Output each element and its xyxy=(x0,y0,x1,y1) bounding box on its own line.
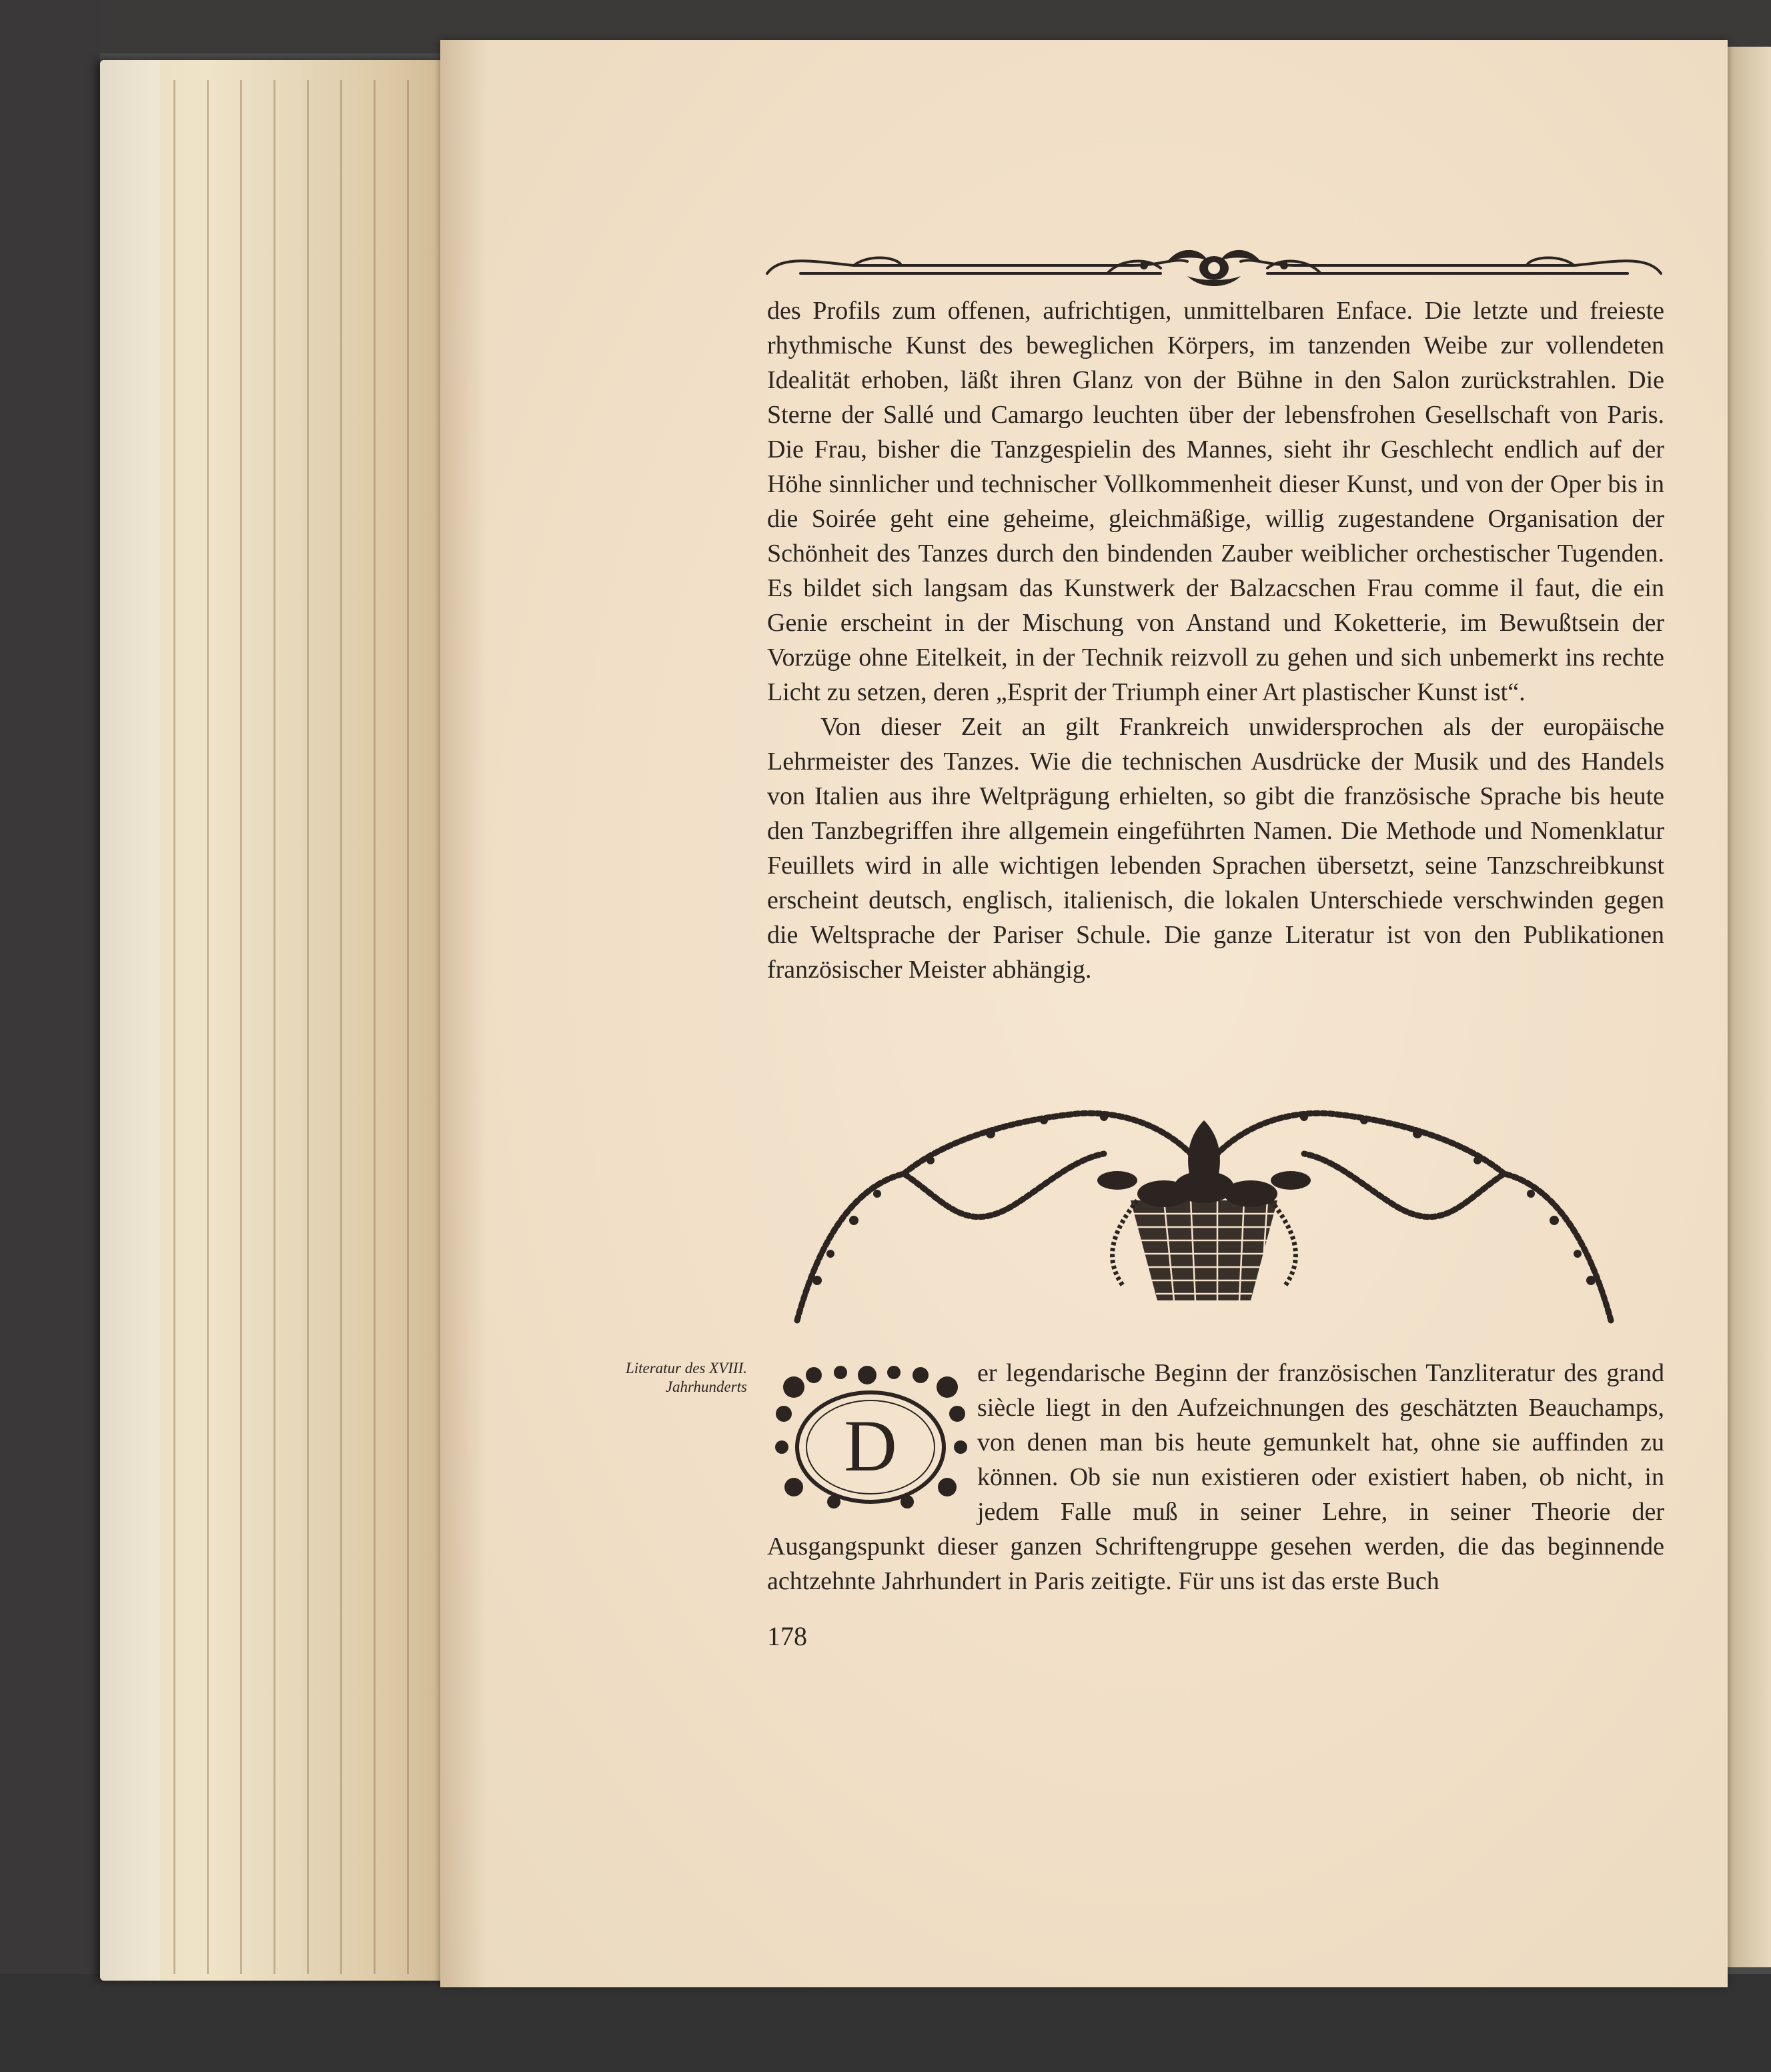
page-number: 178 xyxy=(767,1621,807,1651)
page-edge-line xyxy=(173,80,175,1974)
page-edge-line xyxy=(273,80,275,1974)
backdrop-bottom xyxy=(0,1974,1771,2072)
ornamental-header-rule xyxy=(760,241,1668,295)
page-gutter-shadow xyxy=(440,40,487,1987)
page-edge-line xyxy=(340,80,342,1974)
page-edge-line xyxy=(307,80,309,1974)
paragraph-3-text: er legendarische Beginn der französischen Tanzliteratur des grand siècle liegt in den Aufzeichnungen des geschätzten Beauchamps, von denen man bis heute gemunkelt hat, ohne sie auffinden zu können. Ob sie nun existieren oder existiert haben, ob nicht, in jedem Falle muß in seiner Lehre, in seiner Theorie der Ausgangspunkt dieser ganzen Schriftengruppe gesehen werden, die das beginnende achtzehnte Jahrhundert in Paris zeitigte. Für uns ist das erste Buch xyxy=(767,1359,1664,1595)
page-edge-line xyxy=(207,80,209,1974)
page-edge-line xyxy=(374,80,376,1974)
backdrop-left xyxy=(0,0,100,2072)
page-edge-line xyxy=(240,80,242,1974)
garland-basket-illustration xyxy=(790,1100,1618,1334)
initial-float-space xyxy=(767,1356,977,1499)
body-text xyxy=(767,293,1664,987)
page-edge-line xyxy=(407,80,409,1974)
marginal-note: Literatur des XVIII. Jahrhunderts xyxy=(625,1360,747,1395)
book-page-stack xyxy=(100,60,460,1981)
book-cover-edge xyxy=(100,60,160,1981)
paragraph-1: des Profils zum offenen, aufrichtigen, unmittelbaren Enface. Die letzte und freieste rhythmische Kunst des beweglichen Körpers, im tanzenden Weibe zur vollendeten Idealität erhoben, läßt ihren Glanz von der Bühne in den Salon zurückstrahlen. Die Sterne der Sallé und Camargo leuchten über der lebensfrohen Gesellschaft von Paris. Die Frau, bisher die Tanzgespielin des Mannes, sieht ihr Geschlecht endlich auf der Höhe sinnlicher und technischer Vollkommenheit dieser Kunst, und von der Oper bis in die Soirée geht eine geheime, gleichmäßige, willig zugestandene Organisation der Schönheit des Tanzes durch den bindenden Zauber weiblicher orchestischer Tugenden. Es bildet sich langsam das Kunstwerk der Balzacschen Frau comme il faut, die ein Genie erscheint in der Mischung von Anstand und Koketterie, im Bewußtsein der Vorzüge ohne Eitelkeit, in der Technik reizvoll zu gehen und sich unbemerkt ins rechte Licht zu setzen, deren „Esprit der Triumph einer Art plastischer Kunst ist“. xyxy=(767,297,1664,706)
paragraph-3 xyxy=(767,1356,1664,1599)
paragraph-2: Von dieser Zeit an gilt Frankreich unwidersprochen als der europäische Lehrmeister des Tanzes. Wie die technischen Ausdrücke der Musik und des Handels von Italien aus ihre Weltprägung erhielten, so gibt die französische Sprache bis heute den Tanzbegriffen ihre allgemein eingeführten Namen. Die Methode und Nomenklatur Feuillets wird in alle wichtigen lebenden Sprachen übersetzt, seine Tanzschreibkunst erscheint deutsch, englisch, italienisch, die lokalen Unterschiede verschwinden gegen die Weltsprache der Pariser Schule. Die ganze Literatur ist von den Publikationen französischer Meister abhängig. xyxy=(767,713,1664,984)
next-page-edge xyxy=(1728,47,1771,1967)
initial-letter: D xyxy=(844,1405,897,1486)
